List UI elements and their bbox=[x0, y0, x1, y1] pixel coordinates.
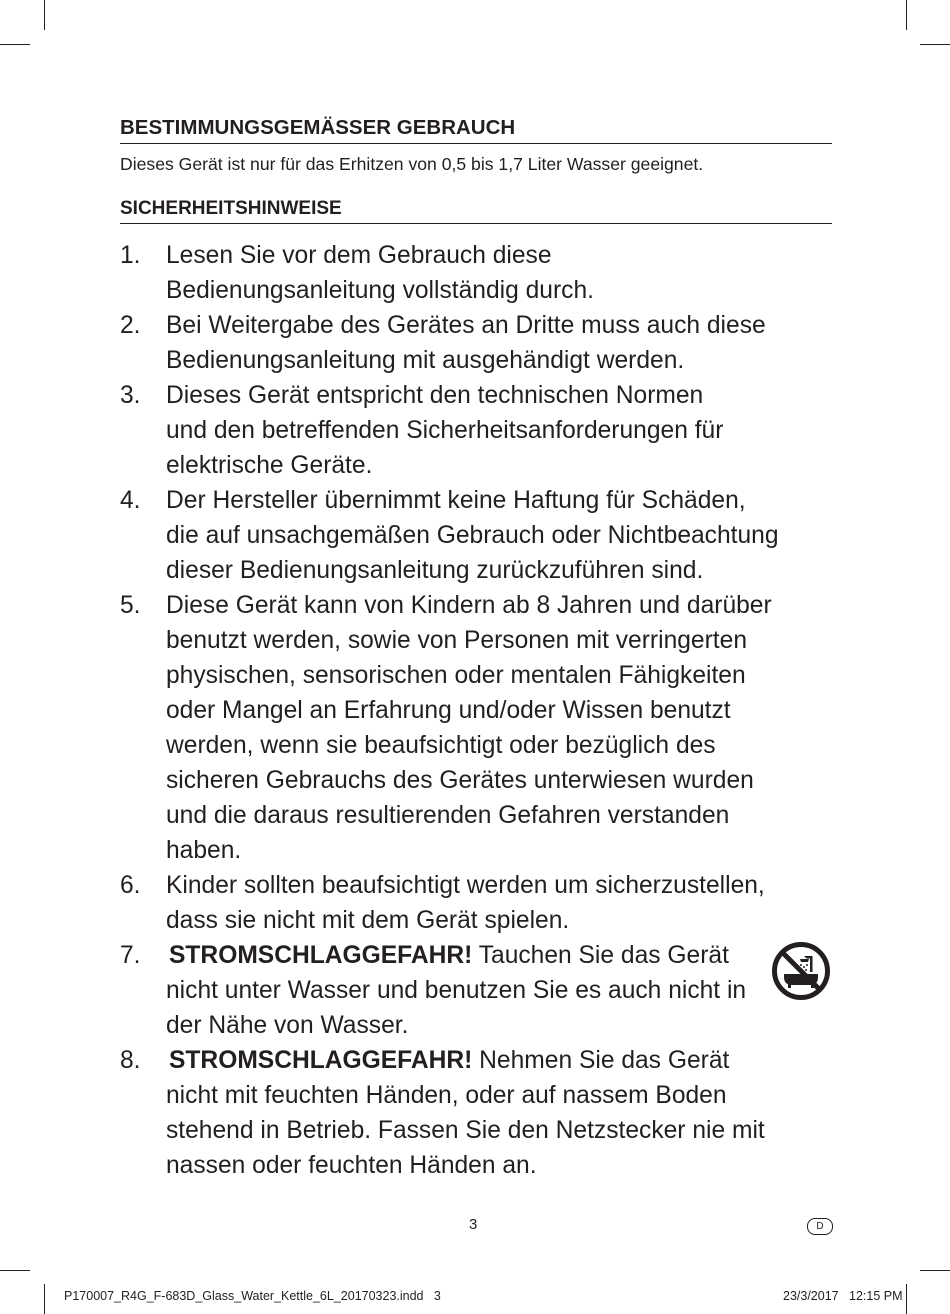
crop-mark bbox=[920, 1270, 950, 1271]
item-line: physischen, sensorischen oder mentalen Fähigkeiten bbox=[166, 662, 746, 689]
item-line: Diese Gerät kann von Kindern ab 8 Jahren und darüber bbox=[166, 592, 772, 619]
item-line: Bedienungsanleitung mit ausgehändigt werden. bbox=[166, 347, 685, 374]
section-heading-safety: SICHERHEITSHINWEISE bbox=[120, 198, 832, 224]
crop-mark bbox=[920, 44, 950, 45]
crop-mark bbox=[906, 0, 907, 30]
item-number: 1. bbox=[120, 242, 141, 269]
no-bathing-icon bbox=[770, 940, 832, 1002]
safety-list bbox=[120, 238, 850, 1183]
intended-use-text: Dieses Gerät ist nur für das Erhitzen von 0,5 bis 1,7 Liter Wasser geeignet. bbox=[120, 154, 704, 174]
list-item bbox=[120, 1043, 850, 1183]
item-line: nicht mit feuchten Händen, oder auf nassem Boden bbox=[166, 1082, 727, 1109]
item-number: 2. bbox=[120, 312, 141, 339]
item-line: oder Mangel an Erfahrung und/oder Wissen benutzt bbox=[166, 697, 731, 724]
item-line: werden, wenn sie beaufsichtigt oder bezüglich des bbox=[166, 732, 716, 759]
list-item bbox=[120, 378, 850, 483]
item-line: Nehmen Sie das Gerät bbox=[472, 1047, 730, 1074]
item-line: Bedienungsanleitung vollständig durch. bbox=[166, 277, 594, 304]
print-slug-filename: P170007_R4G_F-683D_Glass_Water_Kettle_6L_20170323.indd 3 bbox=[64, 1289, 441, 1303]
item-line: und die daraus resultierenden Gefahren verstanden bbox=[166, 802, 730, 829]
crop-mark bbox=[0, 1270, 30, 1271]
print-slug-timestamp: 23/3/2017 12:15 PM bbox=[783, 1289, 903, 1303]
item-line: stehend in Betrieb. Fassen Sie den Netzstecker nie mit bbox=[166, 1117, 765, 1144]
list-item bbox=[120, 308, 850, 378]
list-item bbox=[120, 588, 850, 868]
item-line: Bei Weitergabe des Gerätes an Dritte muss auch diese bbox=[166, 312, 766, 339]
item-number: 3. bbox=[120, 382, 141, 409]
item-line: nassen oder feuchten Händen an. bbox=[166, 1152, 537, 1179]
section-heading-intended-use: BESTIMMUNGSGEMÄSSER GEBRAUCH bbox=[120, 116, 832, 144]
item-line: die auf unsachgemäßen Gebrauch oder Nichtbeachtung bbox=[166, 522, 779, 549]
crop-mark bbox=[0, 44, 30, 45]
item-line: dieser Bedienungsanleitung zurückzuführen sind. bbox=[166, 557, 704, 584]
item-line: nicht unter Wasser und benutzen Sie es auch nicht in bbox=[166, 977, 747, 1004]
page-number: 3 bbox=[469, 1216, 478, 1233]
item-line: Tauchen Sie das Gerät bbox=[472, 942, 729, 969]
item-line: der Nähe von Wasser. bbox=[166, 1012, 409, 1039]
crop-mark bbox=[44, 1284, 45, 1314]
list-item bbox=[120, 483, 850, 588]
list-item bbox=[120, 938, 850, 1043]
item-line: Kinder sollten beaufsichtigt werden um sicherzustellen, bbox=[166, 872, 765, 899]
item-number: 4. bbox=[120, 487, 141, 514]
language-badge: D bbox=[807, 1218, 833, 1235]
item-number: 5. bbox=[120, 592, 141, 619]
item-line: Dieses Gerät entspricht den technischen Normen bbox=[166, 382, 704, 409]
crop-mark bbox=[906, 1284, 907, 1314]
electric-shock-warning: STROMSCHLAGGEFAHR! bbox=[169, 942, 473, 969]
item-number: 7. bbox=[120, 942, 141, 969]
item-line: elektrische Geräte. bbox=[166, 452, 373, 479]
item-line: Lesen Sie vor dem Gebrauch diese bbox=[166, 242, 552, 269]
item-line: und den betreffenden Sicherheitsanforderungen für bbox=[166, 417, 724, 444]
item-line: dass sie nicht mit dem Gerät spielen. bbox=[166, 907, 570, 934]
item-line: Der Hersteller übernimmt keine Haftung für Schäden, bbox=[166, 487, 746, 514]
item-line: sicheren Gebrauchs des Gerätes unterwiesen wurden bbox=[166, 767, 754, 794]
item-number: 8. bbox=[120, 1047, 141, 1074]
electric-shock-warning: STROMSCHLAGGEFAHR! bbox=[169, 1047, 473, 1074]
list-item bbox=[120, 868, 850, 938]
item-number: 6. bbox=[120, 872, 141, 899]
list-item bbox=[120, 238, 850, 308]
item-line: benutzt werden, sowie von Personen mit verringerten bbox=[166, 627, 747, 654]
item-line: haben. bbox=[166, 837, 242, 864]
crop-mark bbox=[44, 0, 45, 30]
